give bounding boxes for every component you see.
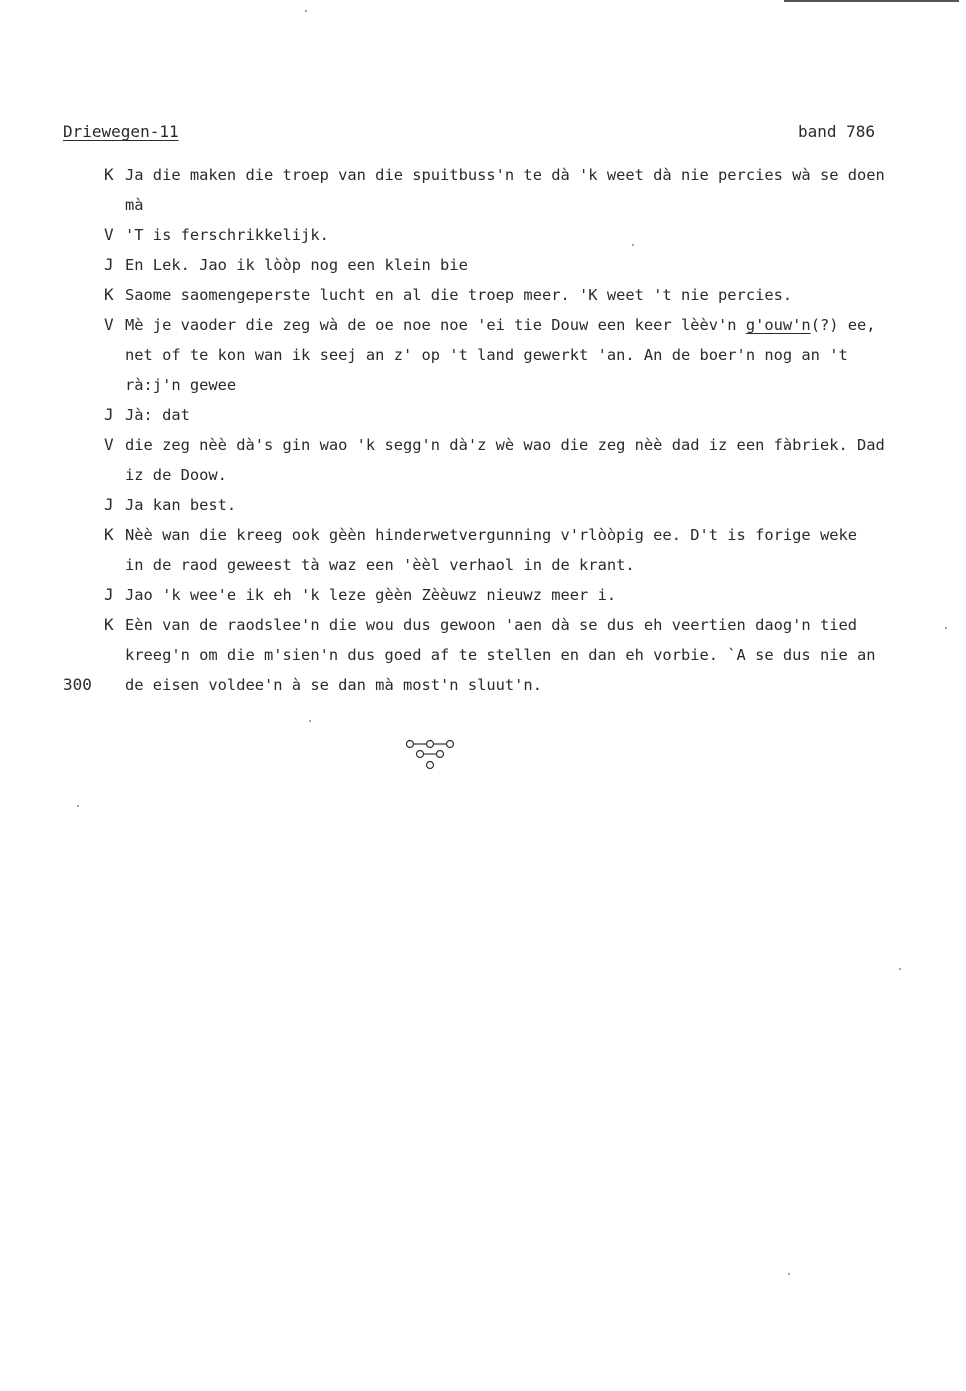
utterance-line: kreeg'n om die m'sien'n dus goed af te stellen en dan eh vorbie. `A se dus nie an <box>125 646 876 664</box>
utterance-line <box>125 310 953 340</box>
scan-speck <box>632 244 634 246</box>
utterance <box>125 250 953 280</box>
utterance-line: net of te kon wan ik seej an z' op 't land gewerkt 'an. An de boer'n nog an 't <box>125 346 848 364</box>
speaker-label: J <box>104 255 114 274</box>
turn <box>0 610 966 700</box>
top-rule <box>784 0 959 2</box>
speaker-label: K <box>104 615 114 634</box>
utterance-line: mà <box>125 196 144 214</box>
document-title: Driewegen-11 <box>63 122 179 141</box>
margin-line-number: 300 <box>63 675 92 694</box>
utterance <box>125 490 953 520</box>
ornament-circle <box>427 762 434 769</box>
turn <box>0 280 966 310</box>
utterance-line: En Lek. Jao ik lòòp nog een klein bie <box>125 256 468 274</box>
end-ornament <box>404 738 464 772</box>
ornament-circle <box>437 751 444 758</box>
ornament-circle <box>427 741 434 748</box>
utterance <box>125 430 953 490</box>
scan-speck <box>788 1273 790 1275</box>
utterance <box>125 160 953 220</box>
utterance-line: Saome saomengeperste lucht en al die troep meer. 'K weet 't nie percies. <box>125 286 793 304</box>
transcript <box>0 160 966 700</box>
turn <box>0 310 966 400</box>
utterance-line: Jao 'k wee'e ik eh 'k leze gèèn Zèèuwz nieuwz meer i. <box>125 586 617 604</box>
scan-speck <box>945 627 947 629</box>
ornament-circle <box>407 741 414 748</box>
utterance-line: rà:j'n gewee <box>125 376 237 394</box>
scan-speck <box>305 10 307 12</box>
scan-speck <box>77 805 79 807</box>
scan-speck <box>309 720 311 722</box>
turn <box>0 490 966 520</box>
utterance <box>125 280 953 310</box>
utterance <box>125 610 953 700</box>
utterance <box>125 310 953 400</box>
scan-speck <box>899 968 901 970</box>
utterance-line: in de raod geweest tà waz een 'èèl verhaol in de krant. <box>125 556 635 574</box>
speaker-label: J <box>104 585 114 604</box>
utterance <box>125 400 953 430</box>
speaker-label: V <box>104 225 114 244</box>
utterance-line: Nèè wan die kreeg ook gèèn hinderwetvergunning v'rlòòpig ee. D't is forige weke <box>125 526 858 544</box>
utterance-line: Jà: dat <box>125 406 190 424</box>
utterance-line: Ja kan best. <box>125 496 237 514</box>
speaker-label: J <box>104 495 114 514</box>
utterance <box>125 520 953 580</box>
turn <box>0 520 966 580</box>
utterance-line: iz de Doow. <box>125 466 227 484</box>
speaker-label: V <box>104 435 114 454</box>
utterance-line: Eèn van de raodslee'n die wou dus gewoon 'aen dà se dus eh veertien daog'n tied <box>125 616 858 634</box>
utterance-text: Mè je vaoder die zeg wà de oe noe noe 'ei tie Douw een keer lèèv'n <box>125 316 746 334</box>
utterance-line: 'T is ferschrikkelijk. <box>125 226 329 244</box>
ornament-circle <box>417 751 424 758</box>
utterance-line: de eisen voldee'n à se dan mà most'n sluut'n. <box>125 676 542 694</box>
speaker-label: K <box>104 285 114 304</box>
underlined-word: g'ouw'n <box>745 316 811 334</box>
turn <box>0 400 966 430</box>
turn <box>0 250 966 280</box>
turn <box>0 580 966 610</box>
turn <box>0 160 966 220</box>
band-number: band 786 <box>798 122 876 141</box>
speaker-label: K <box>104 165 114 184</box>
turn <box>0 430 966 490</box>
utterance <box>125 580 953 610</box>
utterance <box>125 220 953 250</box>
speaker-label: V <box>104 315 114 334</box>
turn <box>0 220 966 250</box>
speaker-label: J <box>104 405 114 424</box>
utterance-text: (?) ee, <box>810 316 876 334</box>
utterance-line: die zeg nèè dà's gin wao 'k segg'n dà'z wè wao die zeg nèè dad iz een fàbriek. Dad <box>125 436 885 454</box>
speaker-label: K <box>104 525 114 544</box>
utterance-line: Ja die maken die troep van die spuitbuss'n te dà 'k weet dà nie percies wà se doen <box>125 166 885 184</box>
ornament-circle <box>447 741 454 748</box>
